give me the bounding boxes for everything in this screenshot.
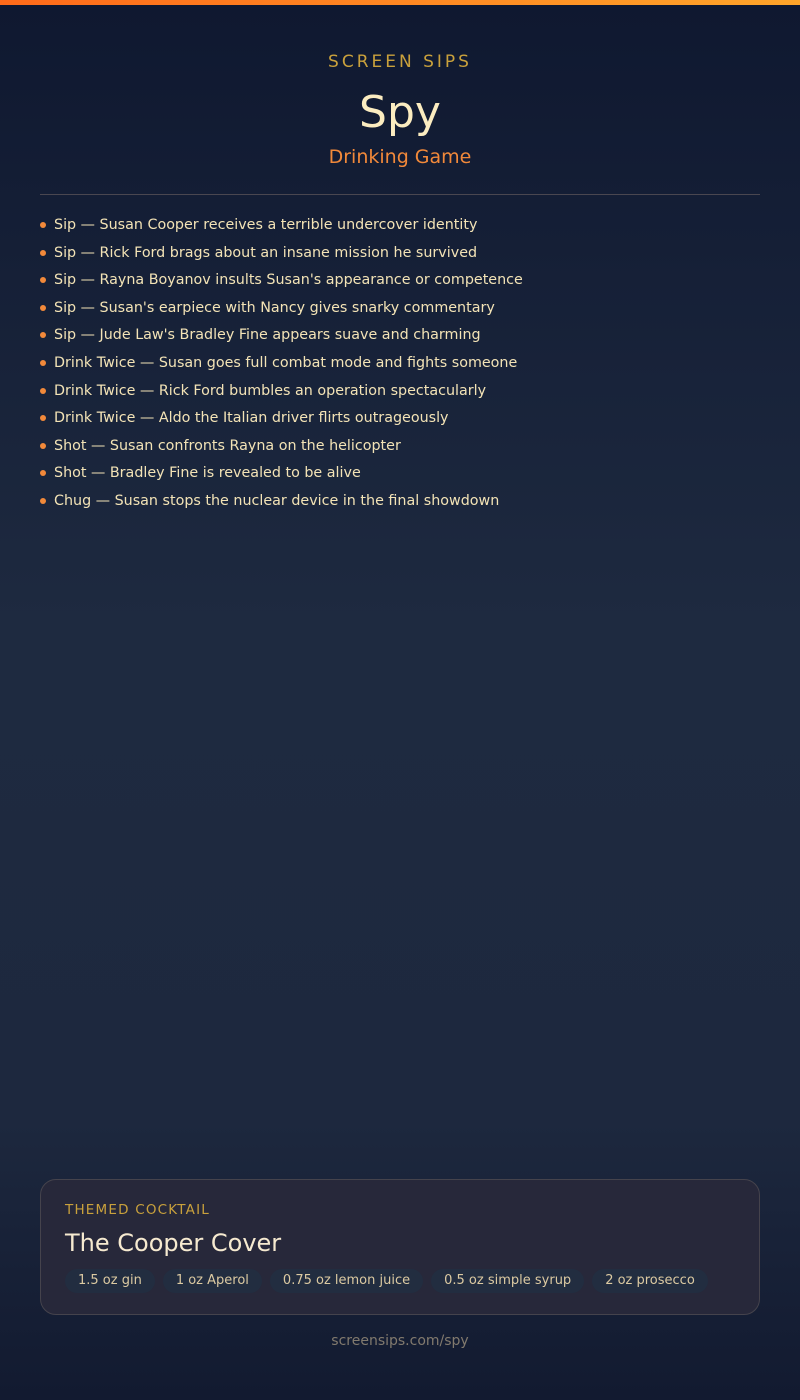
bullet-icon [40,443,46,449]
rule-text: Sip — Jude Law's Bradley Fine appears suave and charming [54,327,481,344]
rule-text: Drink Twice — Aldo the Italian driver flirts outrageously [54,410,449,427]
bullet-icon [40,305,46,311]
rule-item [40,240,760,268]
rule-item [40,488,760,516]
rule-text: Shot — Bradley Fine is revealed to be alive [54,465,361,482]
rule-text: Drink Twice — Rick Ford bumbles an operation spectacularly [54,382,487,399]
rule-text: Shot — Susan confronts Rayna on the helicopter [54,437,401,454]
rule-text: Sip — Susan's earpiece with Nancy gives snarky commentary [54,299,495,316]
brand-name: SCREEN SIPS [328,52,472,72]
bullet-icon [40,360,46,366]
footer-url-link[interactable]: screensips.com/spy [331,1333,469,1349]
rule-text: Drink Twice — Susan goes full combat mode and fights someone [54,354,518,371]
header-divider [40,194,760,195]
ingredient-chip: 0.75 oz lemon juice [270,1269,423,1293]
bullet-icon [40,415,46,421]
page-title: Spy [359,87,441,138]
rule-item [40,460,760,488]
page-subtitle: Drinking Game [328,146,472,168]
rule-item [40,405,760,433]
bullet-icon [40,250,46,256]
bullet-icon [40,498,46,504]
bullet-icon [40,277,46,283]
cocktail-label: THEMED COCKTAIL [65,1202,211,1218]
bullet-icon [40,388,46,394]
top-accent-bar [0,0,800,5]
bullet-icon [40,332,46,338]
rule-item [40,378,760,406]
rule-text: Sip — Rick Ford brags about an insane mission he survived [54,244,478,261]
rule-item [40,350,760,378]
header [0,50,800,170]
cocktail-card [40,1179,760,1315]
rules-list [40,212,760,516]
rule-text: Sip — Susan Cooper receives a terrible undercover identity [54,217,478,233]
rule-text: Sip — Rayna Boyanov insults Susan's appearance or competence [54,272,523,289]
ingredient-list [65,1269,708,1293]
bullet-icon [40,470,46,476]
ingredient-chip: 2 oz prosecco [592,1269,708,1293]
rule-item [40,433,760,461]
ingredient-chip: 1.5 oz gin [65,1269,155,1293]
ingredient-chip: 1 oz Aperol [163,1269,262,1293]
rule-text: Chug — Susan stops the nuclear device in the final showdown [54,492,500,509]
rule-item [40,212,760,240]
rule-item [40,295,760,323]
ingredient-chip: 0.5 oz simple syrup [431,1269,584,1293]
rule-item [40,322,760,350]
cocktail-name: The Cooper Cover [65,1229,282,1257]
bullet-icon [40,222,46,228]
rule-item [40,267,760,295]
